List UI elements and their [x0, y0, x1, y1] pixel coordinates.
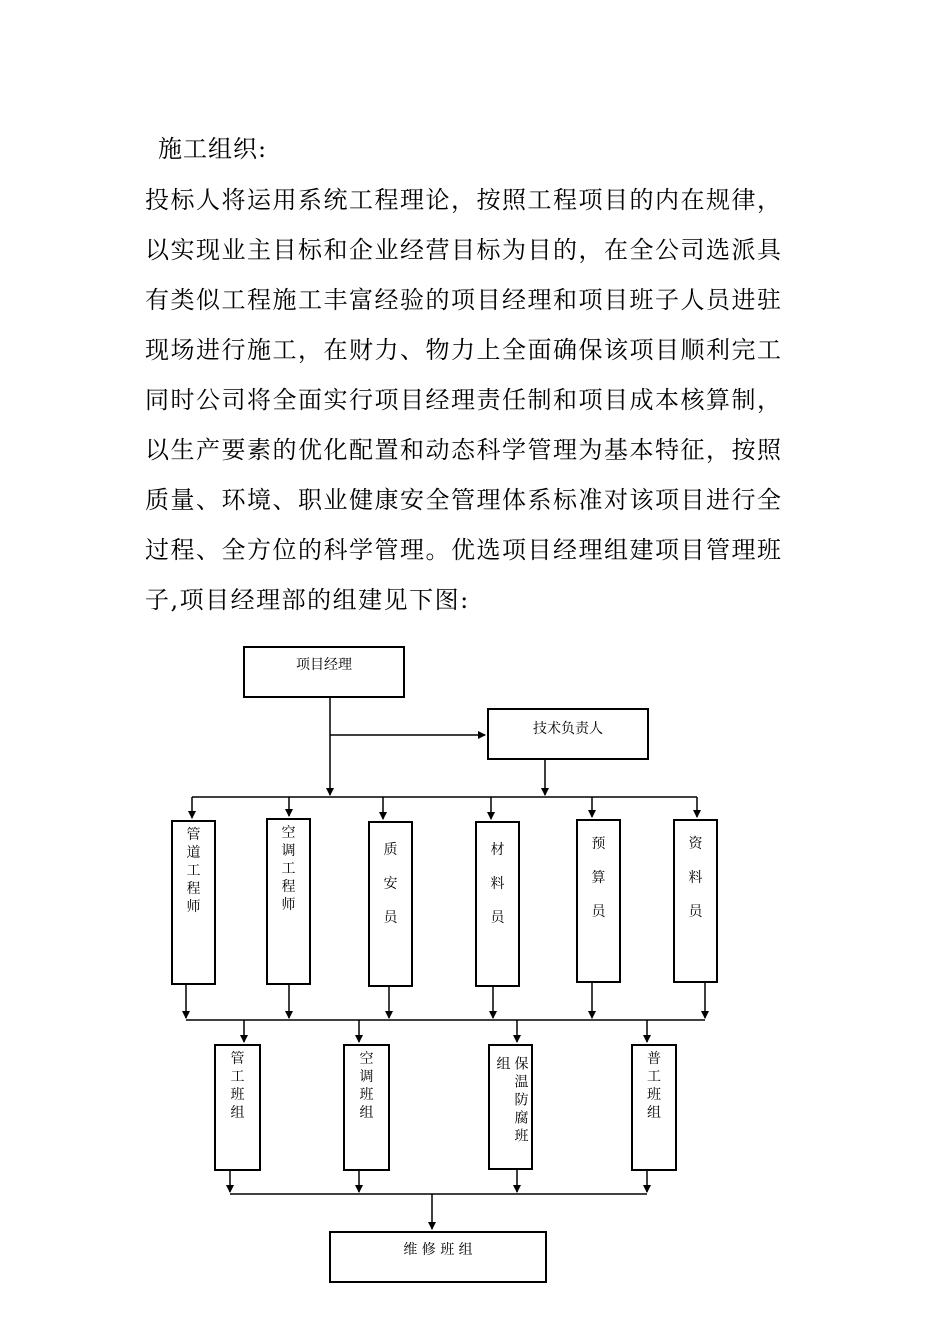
paragraph-line: 同时公司将全面实行项目经理责任制和项目成本核算制， — [145, 386, 783, 414]
team-box-pipe — [214, 1044, 261, 1171]
team-box-hvac — [343, 1044, 390, 1171]
staff-label-pipe-engineer: 管道工程师 — [186, 827, 201, 915]
maintenance-team-box — [329, 1231, 547, 1283]
staff-label-hvac-engineer: 空调工程师 — [281, 825, 296, 913]
section-heading: 施工组织: — [158, 135, 268, 163]
staff-label-material-officer: 材料员 — [490, 842, 505, 926]
staff-box-quality-safety — [368, 821, 413, 987]
team-label-insulation: 保温防腐班组 — [494, 1056, 529, 1146]
team-box-insulation — [488, 1044, 533, 1170]
staff-label-quality-safety: 质安员 — [383, 842, 398, 926]
staff-box-hvac-engineer — [266, 818, 311, 985]
paragraph-line: 有类似工程施工丰富经验的项目经理和项目班子人员进驻 — [145, 286, 783, 314]
paragraph-line: 过程、全方位的科学管理。优选项目经理组建项目管理班 — [145, 536, 783, 564]
staff-label-document-officer: 资料员 — [688, 836, 703, 920]
technical-lead-box — [487, 708, 649, 760]
staff-box-pipe-engineer — [171, 820, 216, 985]
technical-lead-label: 技术负责人 — [533, 721, 603, 737]
paragraph-line: 质量、环境、职业健康安全管理体系标准对该项目进行全 — [145, 486, 783, 514]
paragraph-line: 子,项目经理部的组建见下图: — [145, 586, 470, 614]
project-manager-box — [243, 646, 405, 698]
project-manager-label: 项目经理 — [296, 657, 352, 673]
maintenance-team-label: 维 修 班 组 — [403, 1242, 473, 1258]
staff-box-budget-officer — [576, 819, 621, 983]
paragraph-line: 现场进行施工，在财力、物力上全面确保该项目顺利完工 — [145, 336, 783, 364]
team-label-pipe: 管工班组 — [230, 1051, 245, 1121]
paragraph-line: 以生产要素的优化配置和动态科学管理为基本特征，按照 — [145, 436, 783, 464]
team-box-general — [631, 1044, 677, 1171]
team-label-hvac: 空调班组 — [359, 1051, 374, 1121]
paragraph-line: 以实现业主目标和企业经营目标为目的，在全公司选派具 — [145, 236, 783, 264]
staff-label-budget-officer: 预算员 — [591, 836, 606, 920]
staff-box-document-officer — [673, 819, 718, 983]
team-label-general: 普工班组 — [647, 1051, 661, 1121]
staff-box-material-officer — [475, 821, 520, 987]
paragraph-line: 投标人将运用系统工程理论，按照工程项目的内在规律， — [145, 186, 783, 214]
